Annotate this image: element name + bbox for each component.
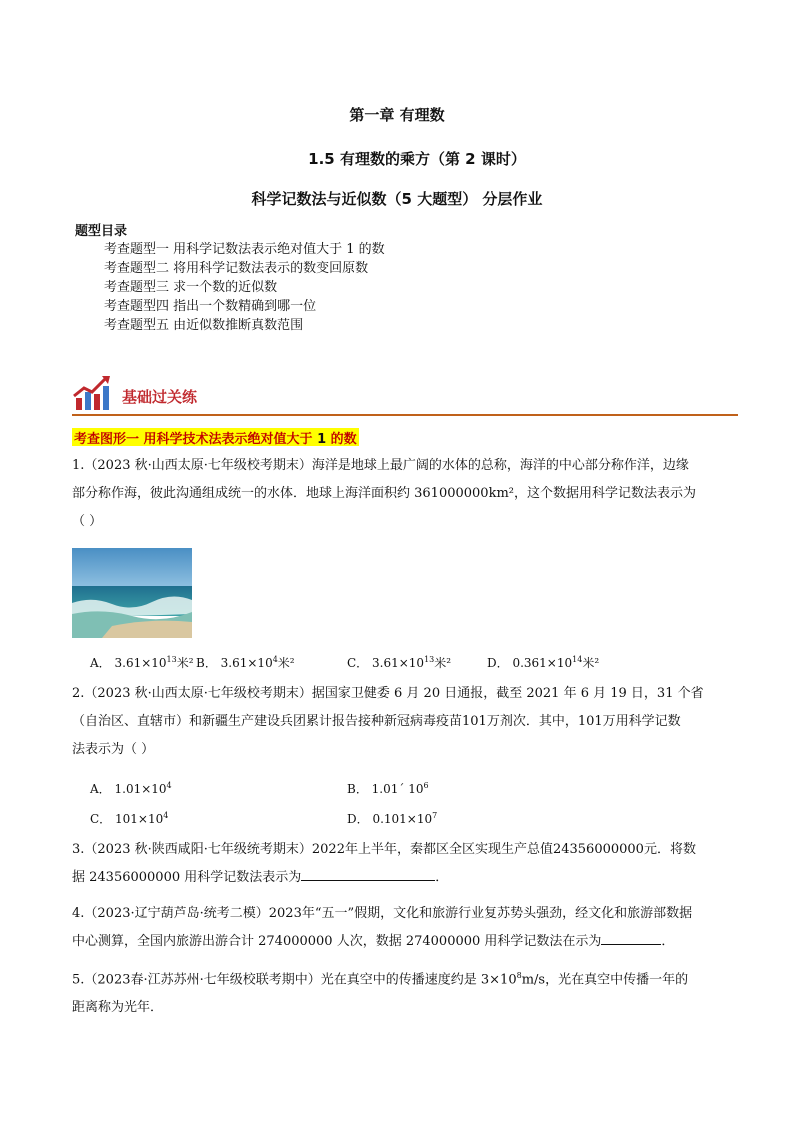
question-4: 4.（2023·辽宁葫芦岛·统考二模）2023年“五一”假期，文化和旅游行业复苏势头强劲，经文化和旅游部数据 中心测算，全国内旅游出游合计 274000000 人次，数据 274000000 用科学记数法在示为 ．	[72, 906, 693, 949]
q2-option-d: D． $0.101\times 10^7$	[347, 811, 438, 826]
toc-heading: 题型目录	[75, 224, 128, 239]
q1-option-c: C． $3.61\times 10^{13}$米²	[347, 655, 452, 670]
question-3: 3.（2023 秋·陕西咸阳·七年级统考期末）2022年上半年，秦都区全区实现生产总值24356000000元．将数 据 24356000000 用科学记数法表示为 ．	[72, 842, 696, 885]
answer-blank[interactable]	[301, 866, 435, 881]
q1-option-d: D． $0.361\times 10^{14}$米²	[487, 655, 600, 670]
q2-option-b: B． 1.01´ $10^6$	[347, 781, 429, 796]
question-5: 5.（2023春·江苏苏州·七年级校联考期中）光在真空中的传播速度约是 $3\times 10^8m/s$，光在真空中传播一年的 距离称为光年．	[72, 971, 689, 1016]
banner-label: 基础过关练	[122, 388, 198, 406]
toc-item: 考查题型二 将用科学记数法表示的数变回原数	[104, 261, 369, 276]
q1-option-b: B． $3.61\times 10^4$米²	[196, 655, 295, 670]
lesson-title: 1.5 有理数的乘方（第 2 课时）	[308, 150, 526, 168]
q1-option-a: A． $3.61\times 10^{13}$米²	[90, 655, 194, 670]
q2-option-a: A． $1.01\times 10^4$	[90, 781, 172, 796]
toc-item: 考查题型一 用科学记数法表示绝对值大于 1 的数	[104, 242, 385, 257]
banner-divider	[72, 414, 738, 416]
section-heading: 考查图形一 用科学技术法表示绝对值大于 1 的数	[72, 428, 359, 446]
ocean-photo	[72, 548, 192, 638]
toc-item: 考查题型四 指出一个数精确到哪一位	[104, 299, 317, 314]
chapter-title: 第一章 有理数	[349, 106, 445, 124]
answer-blank[interactable]	[601, 930, 661, 945]
toc-item: 考查题型五 由近似数推断真数范围	[104, 318, 304, 333]
bar-chart-icon	[74, 376, 110, 410]
question-2: 2.（2023 秋·山西太原·七年级校考期末）据国家卫健委 6 月 20 日通报，截至 2021 年 6 月 19 日，31 个省 （自治区、直辖市）和新疆生产建设兵团累计报告接种新冠病毒疫苗101万剂次．其中，101万用科学记数 法表示为（ ）	[72, 686, 704, 757]
question-1: 1.（2023 秋·山西太原·七年级校考期末）海洋是地球上最广阔的水体的总称，海洋的中心部分称作洋，边缘 部分称作海，彼此沟通组成统一的水体．地球上海洋面积约 361000000km²，这个数据用科学记数法表示为 （ ）	[72, 458, 696, 529]
q2-option-c: C． $101\times 10^4$	[90, 811, 169, 826]
toc-list	[104, 240, 385, 335]
page-subtitle: 科学记数法与近似数（5 大题型） 分层作业	[251, 190, 543, 208]
toc-item: 考查题型三 求一个数的近似数	[104, 280, 278, 295]
